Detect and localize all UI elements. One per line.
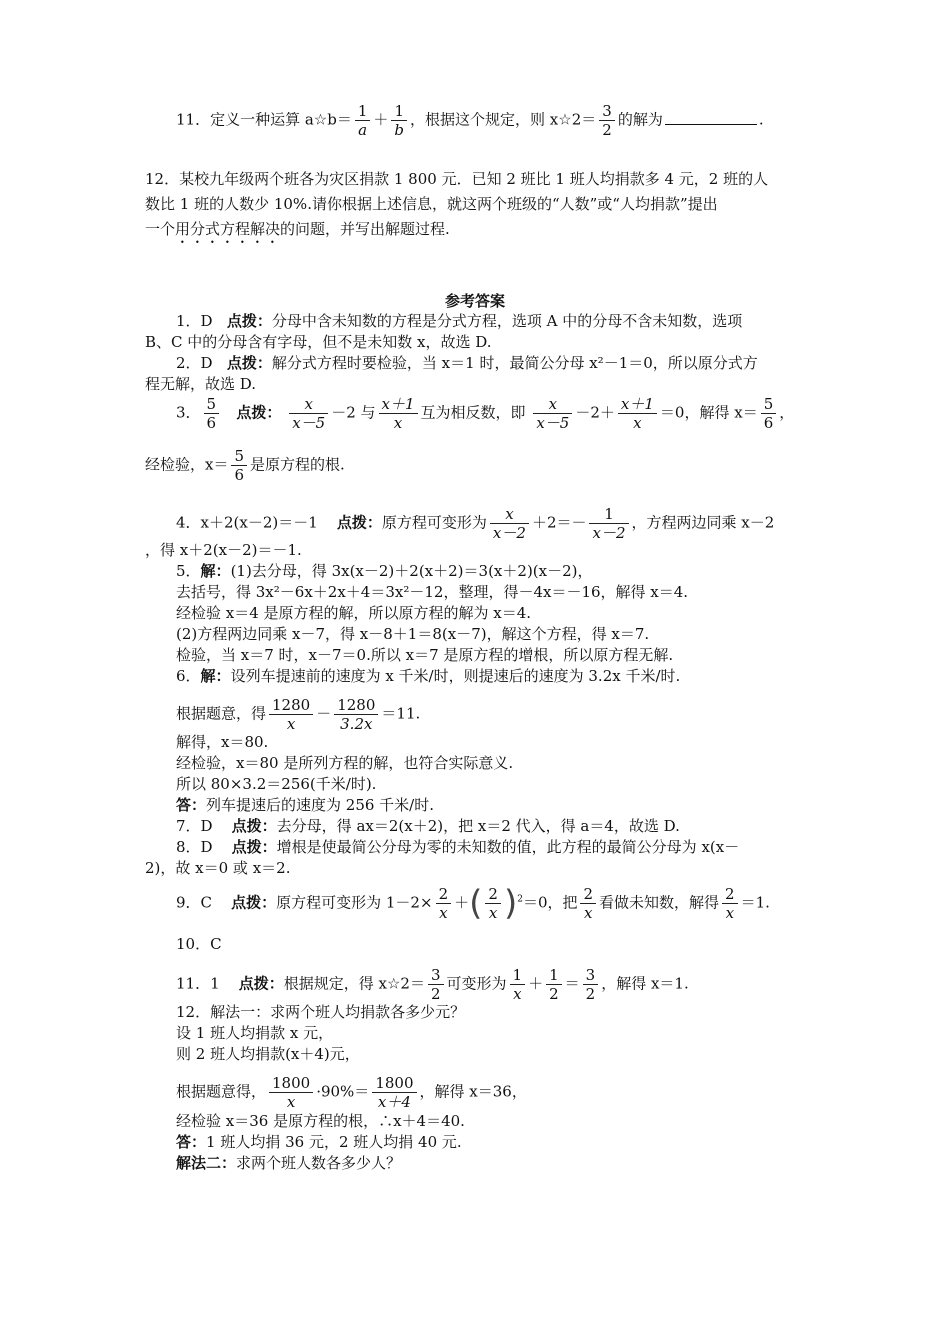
a1-hint-label: 点拨： [226,312,272,330]
a12-method-1: 12．解法一： [176,1003,271,1021]
a6-frac-1 [269,697,313,732]
q11-plus: ＋ [373,110,389,129]
a11-text-1: 根据规定，得 x☆2＝ [283,974,425,993]
a6-f1-num: 1280 [269,697,313,715]
a12-frac-1 [269,1075,313,1110]
a3-ans-num: 5 [204,396,220,414]
a5-number: 5． [176,562,201,580]
answer-blank [665,110,757,125]
q12-line-3 [145,220,450,247]
a4-hint-label: 点拨： [336,513,382,532]
answer-12-line-1 [176,1003,465,1021]
a3-frac-1 [289,396,328,431]
answer-12-line-6 [176,1133,462,1151]
a11-frac-2 [510,967,526,1002]
a4-text-2: ＋2＝－ [531,513,587,532]
a3-f5-den: 6 [763,414,774,432]
a9-frac-3 [580,886,596,921]
a9-text-5: ＝1. [740,893,770,912]
a9-frac-2 [485,886,501,921]
a12-f2-den: x＋4 [377,1093,411,1111]
a9-frac-4 [722,886,738,921]
answer-12-line-7 [176,1154,401,1172]
a2-hint-label: 点拨： [226,354,272,372]
a12-answer-text: 1 班人均捐 36 元，2 班人均捐 40 元. [206,1133,462,1151]
a4-text-3: ，方程两边同乘 x－2 [631,513,775,532]
a9-f4-den: x [725,904,735,922]
a3-frac-6 [231,448,247,483]
a6-f2-den: 3.2x [340,715,373,733]
a11-f3-num: 1 [546,967,562,985]
answer-12-line-5: 经检验 x＝36 是原方程的根，∴x＋4＝40. [176,1112,465,1130]
q11-text-3: 的解为 [617,110,663,129]
q11-fraction-1 [355,103,371,138]
a11-f2-den: x [513,985,522,1003]
question-11 [176,103,764,138]
a3-frac-3 [533,396,572,431]
a3-f4-den: x [633,414,642,432]
answer-10: 10．C [176,935,222,953]
q12-line-1: 12．某校九年级两个班各为灾区捐款 1 800 元．已知 2 班比 1 班人均捐款多 4 元，2 班的人 [145,170,769,188]
a3-f6-num: 5 [231,448,247,466]
a4-frac-2 [589,506,628,541]
a3-frac-4 [618,396,657,431]
answer-6-line-2 [176,697,420,732]
q12-line-3a: 一个 [145,220,176,238]
a9-text-3: ＝0，把 [522,893,578,912]
a6-f2-num: 1280 [334,697,378,715]
a12-text-3a: 根据题意得， [176,1082,267,1101]
q12-emphasis: 用分式方程解决 [175,220,281,238]
a3-frac-5 [761,396,777,431]
a3-ans-den: 6 [206,414,217,432]
answer-6-line-5: 所以 80×3.2＝256(千米/时). [176,775,377,793]
a9-frac-1 [436,886,452,921]
a8-choice: 8．D [176,838,213,856]
a9-f1-num: 2 [436,886,452,904]
a3-f2-den: x [393,414,403,432]
q11-frac2-den: b [394,121,405,139]
a12-f2-num: 1800 [372,1075,416,1093]
a3-line2a: 经检验，x＝ [145,455,229,474]
a1-choice: 1．D [176,312,213,330]
q11-frac3-num: 3 [599,103,615,121]
answer-6-line-1 [176,667,680,685]
a4-f2-num: 1 [589,506,628,524]
a3-number: 3． [176,403,201,422]
answer-12-line-4 [176,1075,527,1110]
a11-equals: ＝ [564,974,580,993]
answer-1-line-1 [176,312,742,330]
a6-number: 6． [176,667,201,685]
a6-answer-text: 列车提速后的速度为 256 千米/时. [206,796,435,814]
answer-12-line-2: 设 1 班人均捐款 x 元， [176,1024,334,1042]
a3-answer-fraction [204,396,220,431]
answer-9 [176,883,770,924]
a3-f3-num: x [533,396,572,414]
answer-12-line-3: 则 2 班人均捐款(x＋4)元， [176,1045,360,1063]
answer-4-line-1 [176,506,774,541]
a11-text-3: ，解得 x＝1. [601,974,689,993]
a11-f4-den: 2 [585,985,596,1003]
q11-frac1-den: a [358,121,368,139]
q11-frac2-num: 1 [391,103,407,121]
a3-text-2: 互为相反数，即 [420,403,526,422]
a3-text-1: －2 与 [331,403,376,422]
a4-f2-den: x－2 [592,524,626,542]
a3-f2-num: x＋1 [379,396,418,414]
a6-answer-label: 答： [176,796,207,814]
answer-5-line-2: 去括号，得 3x²－6x＋2x＋4＝3x²－12，整理，得－4x＝－16，解得 x＝4. [176,583,689,601]
a9-f2-den: x [488,904,498,922]
answer-8-line-1 [176,838,739,856]
a11-frac-1 [428,967,444,1002]
answer-8-line-2: 2)，故 x＝0 或 x＝2. [145,859,291,877]
answer-5-line-5: 检验，当 x＝7 时，x－7＝0.所以 x＝7 是原方程的增根，所以原方程无解. [176,646,674,664]
a9-exponent: 2 [517,894,523,905]
a11-f4-num: 3 [583,967,599,985]
answer-2-line-2: 程无解，故选 D. [145,375,257,393]
a6-solution-label: 解： [200,667,231,685]
a3-hint-label: 点拨： [236,403,282,422]
a3-f3-den: x－5 [536,414,570,432]
q11-end: . [758,110,764,129]
a4-f1-den: x－2 [492,524,526,542]
a6-f1-den: x [286,715,296,733]
a9-f4-num: 2 [722,886,738,904]
a5-solution-label: 解： [200,562,231,580]
a3-frac-2 [379,396,418,431]
a7-text: 去分母，得 ax＝2(x＋2)，把 x＝2 代入，得 a＝4，故选 D. [276,817,680,835]
a6-minus: － [316,704,332,723]
a6-text-1: 设列车提速前的速度为 x 千米/时，则提速后的速度为 3.2x 千米/时. [230,667,681,685]
a9-text-4: 看做未知数，解得 [599,893,720,912]
q11-text-2: ，根据这个规定，则 x☆2＝ [410,110,597,129]
answer-1-line-2: B、C 中的分母含有字母，但不是未知数 x，故选 D. [145,333,492,351]
a9-hint-label: 点拨： [231,893,277,912]
a1-text: 分母中含未知数的方程是分式方程，选项 A 中的分母不含未知数，选项 [271,312,743,330]
a7-hint-label: 点拨： [231,817,277,835]
a3-text-4: ＝0，解得 x＝ [659,403,758,422]
a11-plus: ＋ [528,974,544,993]
a9-text-2: ＋ [454,893,470,912]
a11-f3-den: 2 [549,985,559,1003]
a9-f2-num: 2 [485,886,501,904]
a12-frac-2 [372,1075,416,1110]
answer-2-line-1 [176,354,758,372]
a6-text-2a: 根据题意，得 [176,704,267,723]
answer-5-line-4: (2)方程两边同乘 x－7，得 x－8＋1＝8(x－7)，解这个方程，得 x＝7. [176,625,650,643]
a12-f1-num: 1800 [269,1075,313,1093]
a2-choice: 2．D [176,354,213,372]
q11-fraction-3 [599,103,615,138]
q11-text-1: 定义一种运算 a☆b＝ [210,110,352,129]
a6-frac-2 [334,697,378,732]
a3-f5-num: 5 [761,396,777,414]
a11-f1-num: 3 [428,967,444,985]
a9-choice: 9．C [176,893,213,912]
answer-6-line-4: 经检验，x＝80 是所列方程的解，也符合实际意义. [176,754,514,772]
a3-f1-num: x [289,396,328,414]
q12-line-2: 数比 1 班的人数少 10%.请你根据上述信息，就这两个班级的“人数”或“人均捐款”提出 [145,195,718,213]
a7-choice: 7．D [176,817,213,835]
a11-f2-num: 1 [510,967,526,985]
a11-frac-3 [546,967,562,1002]
a9-f3-num: 2 [580,886,596,904]
a3-f1-den: x－5 [292,414,326,432]
q11-number: 11． [176,110,211,129]
a3-line2b: 是原方程的根. [250,455,345,474]
a9-f1-den: x [439,904,448,922]
q11-fraction-2 [391,103,407,138]
answer-5-line-1 [176,562,593,580]
answer-3-line-1: 3． $\frac{5}{6}$ 点拨： $\frac{x}{x-5}$ －2 与 $\frac{x+1}{x}$ 互为相反数，即 $\frac{x}{x-5}$ －2＋ $\frac{x+1}{x}$ ＝0，解得 x＝ $\frac{5}{6}$ ， [176,395,795,432]
a11-value: 11．1 [176,974,220,993]
a3-text-3: －2＋ [575,403,615,422]
a9-text-1: 原方程可变形为 1－2× [276,893,433,912]
a12-answer-label: 答： [176,1133,207,1151]
a3-f6-den: 6 [234,466,245,484]
a12-question-1: 求两个班人均捐款各多少元？ [270,1003,466,1021]
q12-line-3c: 的问题，并写出解题过程. [280,220,450,238]
answer-11 [176,967,689,1002]
a12-text-3b: ·90%＝ [316,1082,370,1101]
a12-f1-den: x [286,1093,296,1111]
right-paren: ) [503,883,518,924]
a6-text-2b: ＝11. [381,704,421,723]
a8-text: 增根是使最简公分母为零的未知数的值，此方程的最简公分母为 x(x－ [276,838,740,856]
q11-frac1-num: 1 [355,103,371,121]
a11-f1-den: 2 [430,985,441,1003]
answer-3-line-2 [145,448,345,483]
answers-title: 参考答案 [444,292,505,310]
a4-f1-num: x [490,506,529,524]
a11-frac-4 [583,967,599,1002]
q11-frac3-den: 2 [602,121,612,139]
answer-4-line-2: ，得 x＋2(x－2)＝－1. [145,541,302,559]
a3-f4-num: x＋1 [618,396,657,414]
a4-frac-1 [490,506,529,541]
a12-method-2: 解法二： [176,1154,237,1172]
a12-text-3c: ，解得 x＝36， [419,1082,527,1101]
answer-7 [176,817,680,835]
a8-hint-label: 点拨： [231,838,277,856]
a2-text: 解分式方程时要检验，当 x＝1 时，最简公分母 x²－1＝0，所以原分式方 [271,354,758,372]
a11-text-2: 可变形为 [446,974,507,993]
a5-text-1: (1)去分母，得 3x(x－2)＋2(x＋2)＝3(x＋2)(x－2)， [230,562,593,580]
answer-6-line-3: 解得，x＝80. [176,733,269,751]
a4-equation: 4．x＋2(x－2)＝－1 [176,513,318,532]
a12-question-2: 求两个班人数各多少人？ [236,1154,402,1172]
answer-5-line-3: 经检验 x＝4 是原方程的解，所以原方程的解为 x＝4. [176,604,532,622]
left-paren: ( [469,883,483,924]
answer-6-line-6 [176,796,434,814]
a9-f3-den: x [584,904,593,922]
a4-text-1: 原方程可变形为 [381,513,487,532]
a11-hint-label: 点拨： [238,974,284,993]
